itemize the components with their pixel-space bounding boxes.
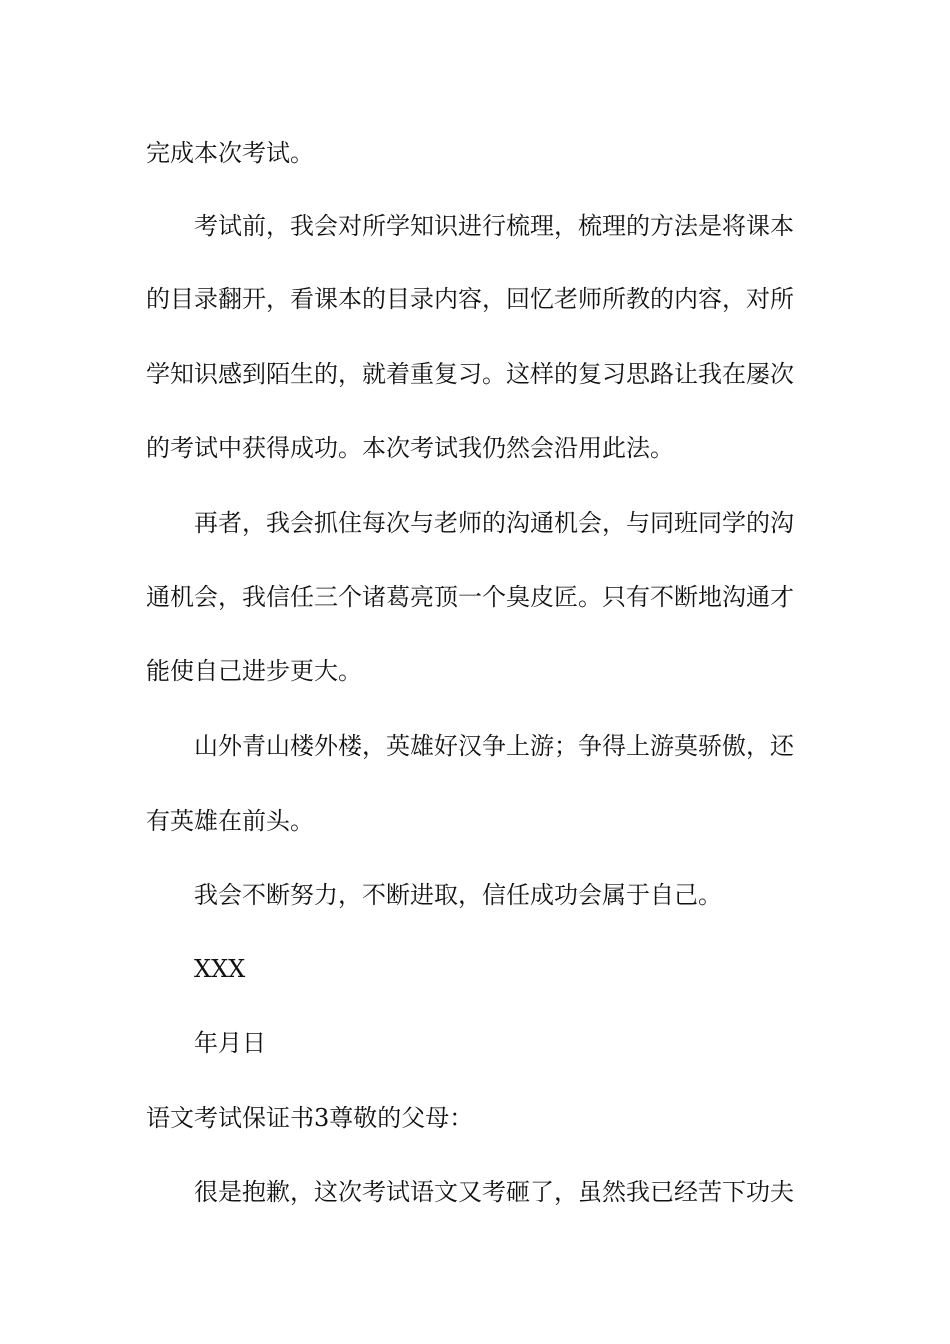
text-line-14: 语文考试保证书3尊敬的父母： — [146, 1104, 474, 1132]
text-line-9: 山外青山楼外楼，英雄好汉争上游；争得上游莫骄傲，还 — [194, 732, 794, 760]
text-line-8: 能使自己进步更大。 — [146, 657, 362, 685]
text-line-6: 再者，我会抓住每次与老师的沟通机会，与同班同学的沟 — [194, 509, 794, 537]
text-line-11: 我会不断努力，不断进取，信任成功会属于自己。 — [194, 881, 722, 909]
text-line-7: 通机会，我信任三个诸葛亮顶一个臭皮匠。只有不断地沟通才 — [146, 583, 794, 611]
text-line-12: XXX — [194, 955, 246, 983]
text-line-3: 的目录翻开，看课本的目录内容，回忆老师所教的内容，对所 — [146, 285, 794, 313]
text-line-5: 的考试中获得成功。本次考试我仍然会沿用此法。 — [146, 434, 674, 462]
text-line-15: 很是抱歉，这次考试语文又考砸了，虽然我已经苦下功夫 — [194, 1178, 794, 1206]
text-line-4: 学知识感到陌生的，就着重复习。这样的复习思路让我在屡次 — [146, 360, 794, 388]
text-line-1: 完成本次考试。 — [146, 139, 314, 167]
text-line-10: 有英雄在前头。 — [146, 807, 314, 835]
text-line-2: 考试前，我会对所学知识进行梳理，梳理的方法是将课本 — [194, 212, 794, 240]
text-line-13: 年月日 — [194, 1029, 266, 1057]
